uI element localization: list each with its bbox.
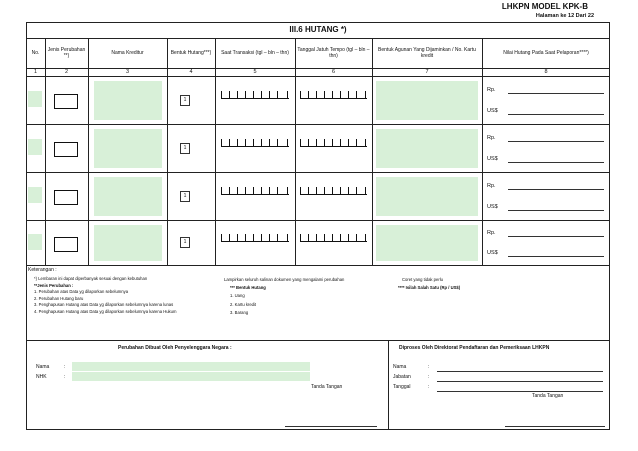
col-header-bentuk: Bentuk Hutang***): [170, 49, 212, 56]
rp-label: Rp.: [487, 135, 496, 141]
col-number: 5: [253, 69, 257, 75]
usd-input[interactable]: [508, 256, 604, 257]
page-indicator: Halaman ke 12 Dari 22: [535, 13, 594, 19]
usd-input[interactable]: [508, 210, 604, 211]
col-header-nilai: Nilai Hutang Pada Saat Pelaporan****): [503, 49, 589, 56]
tanggal-label: Tanggal: [393, 384, 411, 390]
col-header-jatuh-tempo: Tanggal Jatuh Tempo (tgl – bln – thn): [297, 46, 370, 59]
tgl-jatuh-tempo-field[interactable]: [300, 186, 367, 195]
nama-kreditur-field[interactable]: [94, 129, 162, 168]
usd-input[interactable]: [508, 114, 604, 115]
tgl-transaksi-field[interactable]: [221, 233, 289, 242]
bentuk-hutang-box[interactable]: 1: [180, 143, 190, 154]
jenis-perubahan-box[interactable]: [54, 237, 78, 252]
jabatan-label: Jabatan: [393, 374, 411, 380]
agunan-field[interactable]: [376, 129, 478, 168]
usd-input[interactable]: [508, 162, 604, 163]
usd-label: US$: [487, 250, 498, 256]
jenis-perubahan-box[interactable]: [54, 190, 78, 205]
form-model-title: LHKPN MODEL KPK-B: [501, 2, 588, 11]
bentuk-hutang-box[interactable]: 1: [180, 237, 190, 248]
nama-kreditur-field[interactable]: [94, 225, 162, 261]
rp-input[interactable]: [508, 93, 604, 94]
nama-label: Nama: [36, 364, 50, 370]
usd-label: US$: [487, 204, 498, 210]
footer-left-title: Perubahan Dibuat Oleh Penyelenggara Negara :: [118, 345, 232, 351]
rp-input[interactable]: [508, 189, 604, 190]
nama-field[interactable]: [437, 371, 603, 372]
tgl-jatuh-tempo-field[interactable]: [300, 138, 367, 147]
nama-kreditur-field[interactable]: [94, 81, 162, 120]
col-number: 7: [425, 69, 429, 75]
col-number: 6: [331, 69, 336, 75]
signature-label: Tanda Tangan: [532, 393, 564, 399]
section-title: III.6 HUTANG *): [289, 25, 347, 34]
bentuk-hutang-box[interactable]: 1: [180, 191, 190, 202]
col-number: 2: [64, 69, 69, 75]
bentuk-hutang-box[interactable]: 1: [180, 95, 190, 106]
row-no-field[interactable]: [28, 91, 42, 107]
col-number: 1: [33, 69, 38, 75]
tgl-transaksi-field[interactable]: [221, 138, 289, 147]
nama-field[interactable]: [72, 362, 310, 371]
tgl-jatuh-tempo-field[interactable]: [300, 233, 367, 242]
col-number: 3: [125, 69, 130, 75]
agunan-field[interactable]: [376, 177, 478, 216]
agunan-field[interactable]: [376, 81, 478, 120]
notes-title: Keterangan :: [28, 267, 57, 273]
col-header-kreditur: Nama Kreditur: [111, 49, 144, 56]
agunan-field[interactable]: [376, 225, 478, 261]
usd-label: US$: [487, 108, 498, 114]
notes-col1: *) Lembaran ini dapat diperbanyak sesuai dengan kebutuhan **Jenis Perubahan : 1. Perubahan atas Data yg dilaporkan sebelumnya 2. Perubahan Hutang baru 3. Penghapusan Hutang atas Data yg dilaporkan sebelumnya karena lunas 4. Penghapusan Hutang atas Data yg dilaporkan sebelumnya karena Hukum: [34, 276, 177, 314]
jenis-perubahan-box[interactable]: [54, 142, 78, 157]
row-no-field[interactable]: [28, 187, 42, 203]
col-header-agunan: Bentuk Agunan Yang Dijaminkan / No. Kartu kredit: [378, 46, 476, 59]
rp-label: Rp.: [487, 230, 496, 236]
col-header-no: No.: [31, 49, 40, 56]
signature-line[interactable]: [505, 426, 605, 427]
notes-col3: Coret yang tidak perlu **** Isilah Salah Satu (Rp / US$): [398, 277, 461, 291]
nama-label: Nama: [393, 364, 407, 370]
nama-kreditur-field[interactable]: [94, 177, 162, 216]
tanggal-field[interactable]: [437, 391, 603, 392]
row-no-field[interactable]: [28, 139, 42, 155]
col-number: 4: [189, 69, 193, 75]
signature-line[interactable]: [285, 426, 377, 427]
col-header-jenis: Jenis Perubahan **): [47, 46, 86, 59]
footer-right-title: Diproses Oleh Direktorat Pendaftaran dan Pemeriksaan LHKPN: [399, 345, 550, 351]
tgl-jatuh-tempo-field[interactable]: [300, 90, 367, 99]
rp-label: Rp.: [487, 87, 496, 93]
nhk-field[interactable]: [72, 372, 310, 381]
usd-label: US$: [487, 156, 498, 162]
jabatan-field[interactable]: [437, 381, 603, 382]
row-no-field[interactable]: [28, 234, 42, 250]
signature-label: Tanda Tangan: [311, 384, 343, 390]
rp-input[interactable]: [508, 236, 604, 237]
notes-col2: Lampirkan seluruh salinan dokumen yang mengalami perubahan *** Bentuk Hutang 1. Uang 2. Kartu kredit 3. Barang: [224, 277, 345, 315]
rp-label: Rp.: [487, 183, 496, 189]
col-number: 8: [544, 69, 548, 75]
nhk-label: NHK: [36, 374, 47, 380]
jenis-perubahan-box[interactable]: [54, 94, 78, 109]
col-header-transaksi: Saat Transaksi (tgl – bln – thn): [221, 49, 289, 56]
rp-input[interactable]: [508, 141, 604, 142]
tgl-transaksi-field[interactable]: [221, 90, 289, 99]
tgl-transaksi-field[interactable]: [221, 186, 289, 195]
